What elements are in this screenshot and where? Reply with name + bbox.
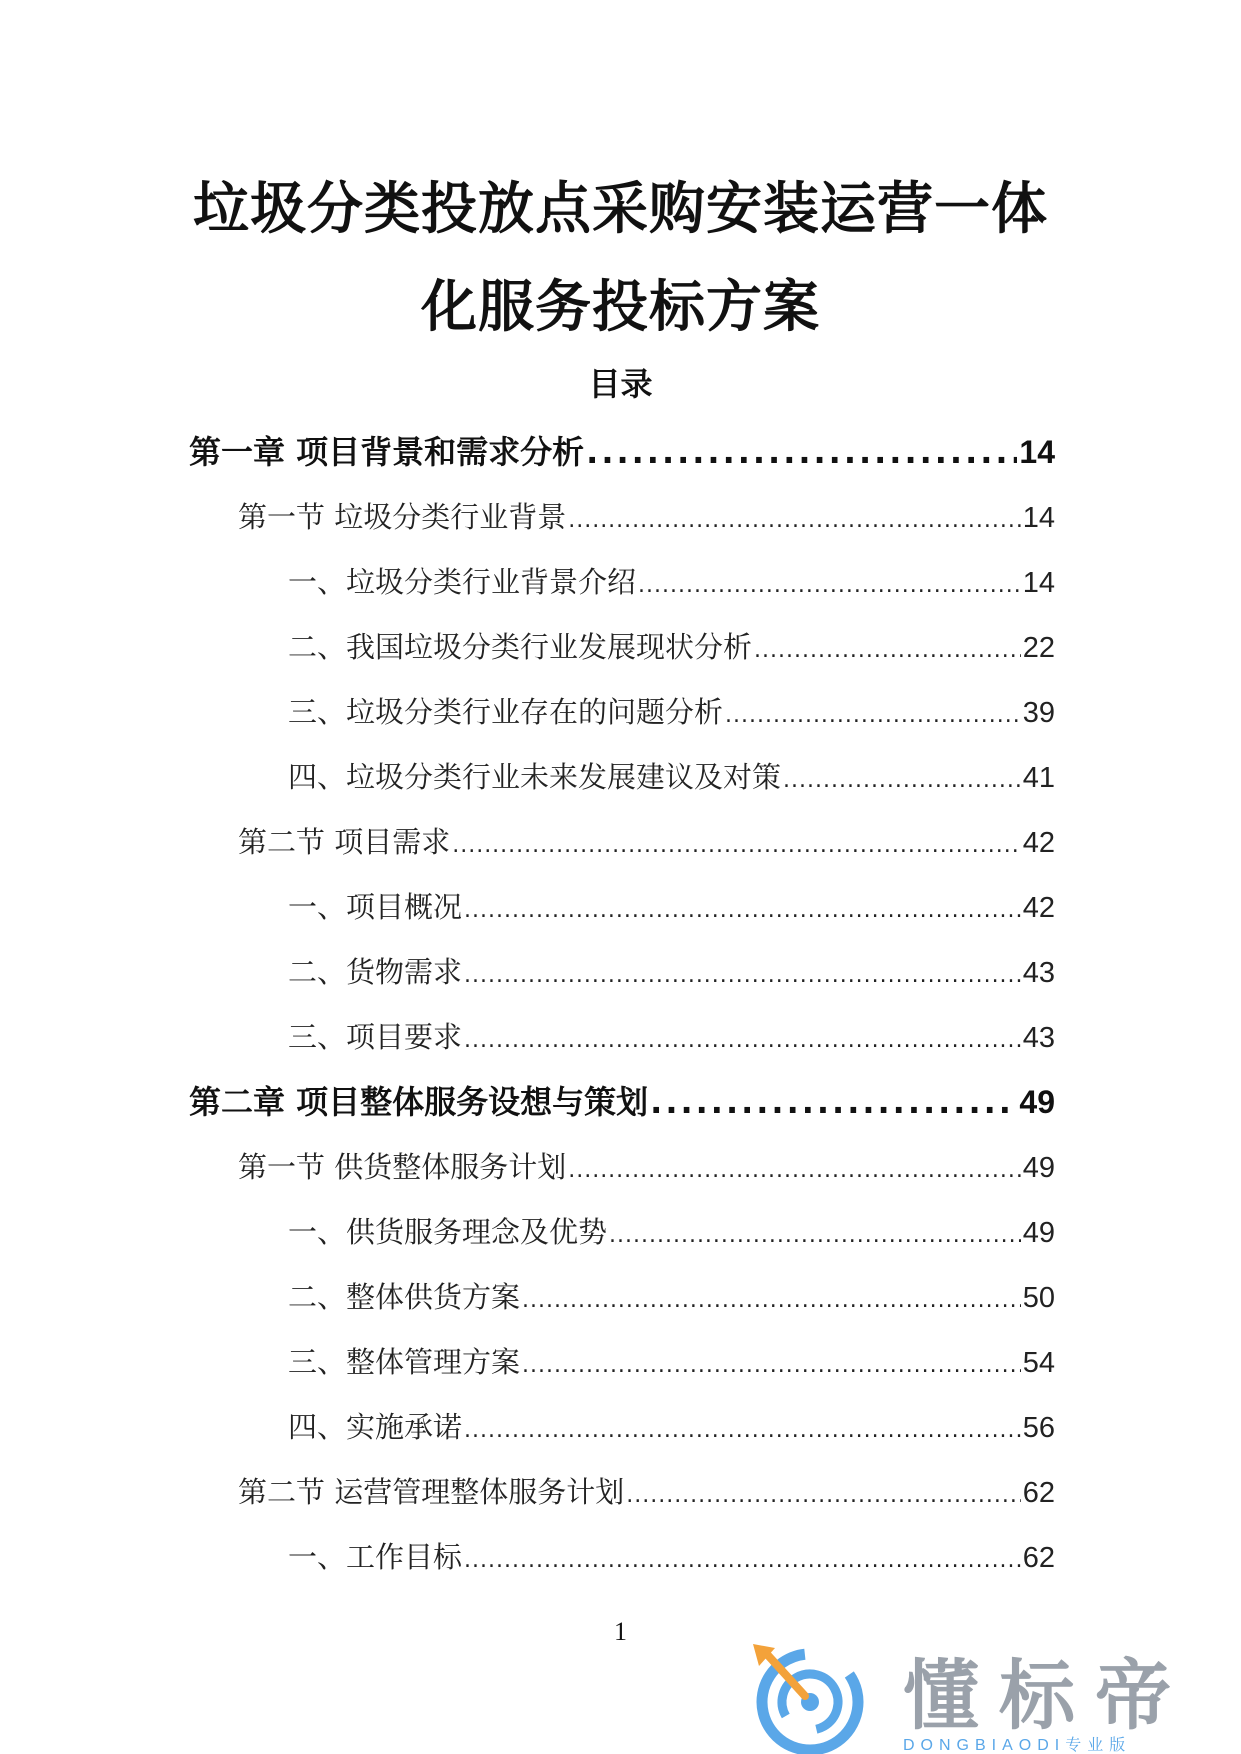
toc-entry-page: 49 (1022, 1217, 1055, 1249)
toc-entry-subsection[interactable] (288, 1410, 1055, 1444)
toc-entry-page: 62 (1022, 1477, 1055, 1509)
dot-leader (522, 1355, 1021, 1377)
dot-leader (626, 1485, 1021, 1507)
dot-leader (568, 1160, 1021, 1182)
watermark-brand: 懂标帝 (903, 1651, 1191, 1740)
toc-entry-title: 第一节 供货整体服务计划 (238, 1150, 567, 1184)
toc-entry-title: 三、项目要求 (288, 1020, 463, 1054)
toc-entry-title: 第二节 运营管理整体服务计划 (238, 1475, 625, 1509)
watermark-logo (745, 1640, 1241, 1754)
toc-entry-page: 50 (1022, 1282, 1055, 1314)
toc-entry-subsection[interactable] (288, 1020, 1055, 1054)
document-title-line-2: 化服务投标方案 (421, 275, 820, 340)
toc-entry-title: 一、供货服务理念及优势 (288, 1215, 608, 1249)
toc-entry-title: 四、垃圾分类行业未来发展建议及对策 (288, 760, 782, 794)
toc-entry-section[interactable] (238, 500, 1055, 534)
toc-entry-title: 一、垃圾分类行业背景介绍 (288, 565, 637, 599)
dot-leader (609, 1225, 1021, 1247)
toc-entry-title: 三、垃圾分类行业存在的问题分析 (288, 695, 724, 729)
dot-leader (464, 1030, 1021, 1052)
toc-entry-page: 49 (1019, 1084, 1055, 1120)
toc-heading: 目录 (588, 365, 653, 403)
dot-leader (568, 510, 1021, 532)
toc-entry-chapter[interactable] (189, 1083, 1055, 1121)
toc-entry-page: 54 (1022, 1347, 1055, 1379)
toc-entry-subsection[interactable] (288, 565, 1055, 599)
page-number: 1 (614, 1617, 627, 1646)
dot-leader (638, 575, 1021, 597)
toc-entry-page: 56 (1022, 1412, 1055, 1444)
toc-entry-page: 43 (1022, 1022, 1055, 1054)
toc-entry-title: 第一章 项目背景和需求分析 (189, 433, 585, 471)
dot-leader (464, 900, 1021, 922)
toc-entry-page: 14 (1019, 434, 1055, 470)
toc-entry-title: 一、工作目标 (288, 1540, 463, 1574)
toc-entry-subsection[interactable] (288, 1540, 1055, 1574)
toc-entry-page: 41 (1022, 762, 1055, 794)
toc-entry-page: 22 (1022, 632, 1055, 664)
dot-leader (464, 1420, 1021, 1442)
toc-entry-subsection[interactable] (288, 1345, 1055, 1379)
toc-entry-page: 49 (1022, 1152, 1055, 1184)
toc-entry-subsection[interactable] (288, 630, 1055, 664)
toc-entry-page: 43 (1022, 957, 1055, 989)
toc-entry-title: 三、整体管理方案 (288, 1345, 521, 1379)
document-title-line-1: 垃圾分类投放点采购安装运营一体 (193, 177, 1048, 242)
toc-entry-title: 二、整体供货方案 (288, 1280, 521, 1314)
toc-entry-title: 二、我国垃圾分类行业发展现状分析 (288, 630, 753, 664)
toc-entry-title: 第二节 项目需求 (238, 825, 451, 859)
toc-entry-title: 一、项目概况 (288, 890, 463, 924)
dot-leader (586, 436, 1017, 468)
toc-entry-section[interactable] (238, 1150, 1055, 1184)
toc-entry-page: 62 (1022, 1542, 1055, 1574)
toc-entry-chapter[interactable] (189, 433, 1055, 471)
toc-entry-section[interactable] (238, 825, 1055, 859)
toc-entry-page: 42 (1022, 827, 1055, 859)
toc-entry-page: 14 (1022, 502, 1055, 534)
dot-leader (464, 965, 1021, 987)
dot-leader (452, 835, 1021, 857)
toc-entry-title: 四、实施承诺 (288, 1410, 463, 1444)
watermark-subtitle: DONGBIAODI专业版 (903, 1737, 1132, 1754)
target-arrow-icon (745, 1640, 885, 1754)
toc-entry-page: 14 (1022, 567, 1055, 599)
dot-leader (522, 1290, 1021, 1312)
toc-entry-subsection[interactable] (288, 1215, 1055, 1249)
dot-leader (754, 640, 1021, 662)
toc-entry-page: 39 (1022, 697, 1055, 729)
toc-entry-subsection[interactable] (288, 890, 1055, 924)
toc-entry-title: 第一节 垃圾分类行业背景 (238, 500, 567, 534)
toc-entry-subsection[interactable] (288, 695, 1055, 729)
toc-entry-subsection[interactable] (288, 1280, 1055, 1314)
toc-entry-page: 42 (1022, 892, 1055, 924)
dot-leader (650, 1086, 1017, 1118)
toc-entry-title: 二、货物需求 (288, 955, 463, 989)
toc-entry-section[interactable] (238, 1475, 1055, 1509)
toc-entry-subsection[interactable] (288, 955, 1055, 989)
dot-leader (783, 770, 1021, 792)
dot-leader (725, 705, 1021, 727)
toc-entry-title: 第二章 项目整体服务设想与策划 (189, 1083, 649, 1121)
dot-leader (464, 1550, 1021, 1572)
toc-entry-subsection[interactable] (288, 760, 1055, 794)
